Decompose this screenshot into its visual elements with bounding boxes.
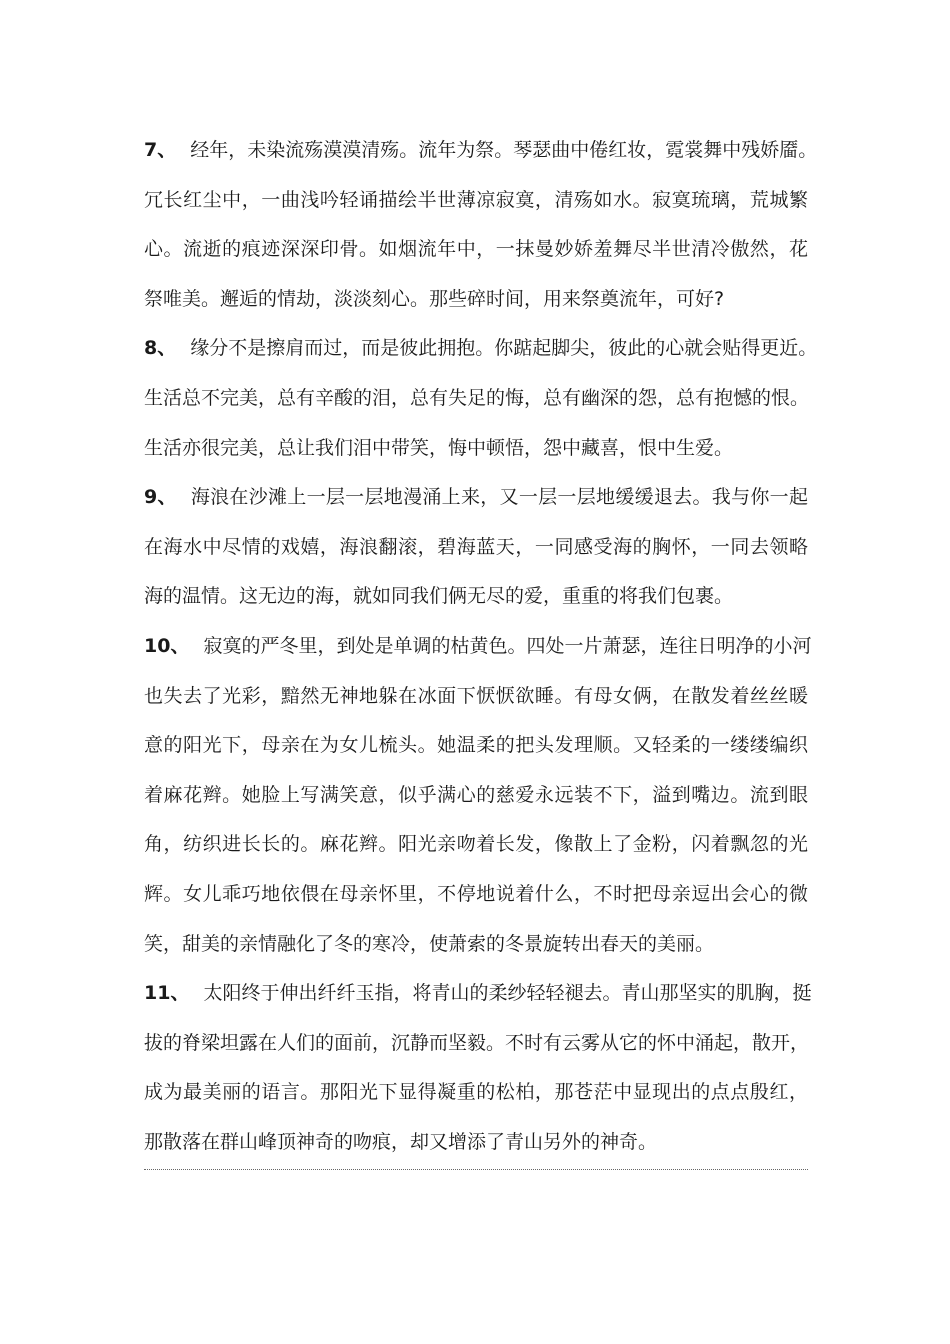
paragraph-7 [144, 126, 818, 324]
paragraph-line: 也失去了光彩，黯然无神地躲在冰面下恹恹欲睡。有母女俩，在散发着丝丝暖 [144, 684, 808, 707]
paragraph-line [144, 622, 812, 672]
paragraph-line: 成为最美丽的语言。那阳光下显得凝重的松柏，那苍茫中显现出的点点殷红， [144, 1081, 808, 1104]
paragraph-number: 10、 [144, 634, 190, 657]
paragraph-line: 心。流逝的痕迹深深印骨。如烟流年中，一抹曼妙娇羞舞尽半世清冷傲然，花 [144, 238, 808, 261]
paragraph-line: 那散落在群山峰顶神奇的吻痕，却又增添了青山另外的神奇。 [144, 1130, 658, 1153]
paragraph-text: 太阳终于伸出纤纤玉指，将青山的柔纱轻轻褪去。青山那坚实的肌胸，挺 [203, 982, 812, 1005]
paragraph-line: 生活总不完美，总有辛酸的泪，总有失足的悔，总有幽深的怨，总有抱憾的恨。 [144, 386, 810, 409]
paragraph-line: 辉。女儿乖巧地依偎在母亲怀里，不停地说着什么，不时把母亲逗出会心的微 [144, 882, 808, 905]
paragraph-number: 7、 [144, 139, 177, 161]
paragraph-number: 11、 [144, 982, 190, 1005]
paragraph-line: 冗长红尘中，一曲浅吟轻诵描绘半世薄凉寂寞，清殇如水。寂寞琉璃，荒城繁 [144, 188, 808, 211]
paragraph-number: 9、 [144, 486, 177, 509]
paragraph-line: 在海水中尽情的戏嬉，海浪翻滚，碧海蓝天，一同感受海的胸怀，一同去领略 [144, 535, 808, 558]
dotted-divider [144, 1169, 808, 1170]
paragraph-number: 8、 [144, 337, 177, 360]
paragraph-text: 海浪在沙滩上一层一层地漫涌上来，又一层一层地缓缓退去。我与你一起 [190, 486, 808, 509]
paragraph-9 [144, 473, 808, 622]
paragraph-line: 笑，甜美的亲情融化了冬的寒冷，使萧索的冬景旋转出春天的美丽。 [144, 932, 715, 955]
paragraph-line: 意的阳光下，母亲在为女儿梳头。她温柔的把头发理顺。又轻柔的一缕缕编织 [144, 734, 808, 757]
paragraph-line [144, 126, 818, 176]
paragraph-text: 经年，未染流殇漠漠清殇。流年为祭。琴瑟曲中倦红妆，霓裳舞中残娇靥。 [190, 139, 818, 161]
paragraph-line: 拔的脊梁坦露在人们的面前，沉静而坚毅。不时有云雾从它的怀中涌起，散开， [144, 1031, 810, 1054]
paragraph-line: 角，纺织进长长的。麻花辫。阳光亲吻着长发，像散上了金粉，闪着飘忽的光 [144, 833, 808, 856]
paragraph-line: 着麻花辫。她脸上写满笑意，似乎满心的慈爱永远装不下，溢到嘴边。流到眼 [144, 783, 808, 806]
paragraph-line: 生活亦很完美，总让我们泪中带笑，悔中顿悟，怨中藏喜，恨中生爱。 [144, 436, 734, 459]
paragraph-text: 寂寞的严冬里，到处是单调的枯黄色。四处一片萧瑟，连往日明净的小河 [203, 634, 812, 657]
paragraph-line [144, 473, 808, 523]
paragraph-text: 缘分不是擦肩而过，而是彼此拥抱。你踮起脚尖，彼此的心就会贴得更近。 [190, 337, 818, 360]
paragraph-11 [144, 969, 812, 1167]
paragraph-line [144, 969, 812, 1019]
paragraph-line: 祭唯美。邂逅的情劫，淡淡刻心。那些碎时间，用来祭奠流年，可好? [144, 287, 725, 310]
paragraph-8 [144, 324, 818, 473]
paragraph-line [144, 324, 818, 374]
paragraph-10 [144, 622, 812, 969]
document-body [144, 126, 818, 1167]
paragraph-line: 海的温情。这无边的海，就如同我们俩无尽的爱，重重的将我们包裹。 [144, 585, 734, 608]
